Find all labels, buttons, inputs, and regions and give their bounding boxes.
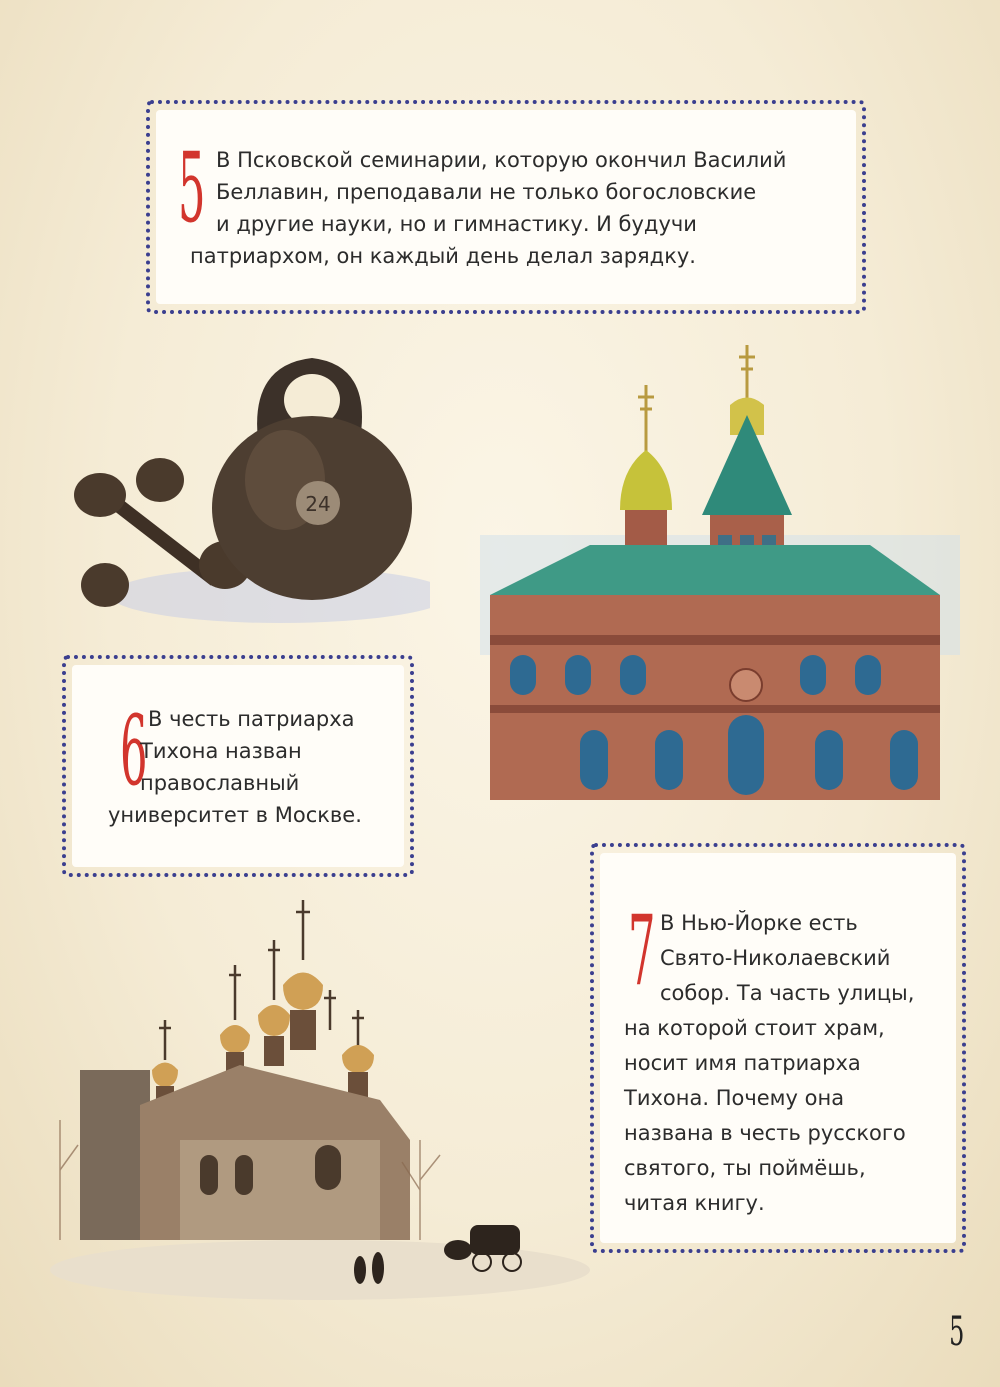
fact-7-line-2: Свято-Николаевский <box>660 946 891 970</box>
fact-5-line-4: патриархом, он каждый день делал зарядку. <box>190 244 696 268</box>
church-image <box>470 335 970 810</box>
fact-7-line-1: В Нью-Йорке есть <box>660 911 858 935</box>
fact-6-line-3: православный <box>140 771 300 795</box>
fact-6-text <box>108 703 424 831</box>
fact-7-line-7: названа в честь русского <box>624 1121 906 1145</box>
fact-7-box <box>590 843 966 1253</box>
kettlebell-dumbbell-image <box>50 340 430 630</box>
fact-5-numeral: 5 <box>178 132 206 244</box>
fact-6-line-4: университет в Москве. <box>108 803 362 827</box>
kettlebell-marking: 24 <box>305 492 331 516</box>
fact-7-numeral: 7 <box>628 895 656 1007</box>
kettlebell-illustration <box>50 340 430 630</box>
fact-5-inner <box>156 110 856 304</box>
page-number: 5 <box>948 1309 964 1355</box>
fact-6-box <box>62 655 414 877</box>
fact-7-line-9: читая книгу. <box>624 1191 765 1215</box>
fact-7-line-4: на которой стоит храм, <box>624 1016 885 1040</box>
fact-5-line-2: Беллавин, преподавали не только богословские <box>216 180 757 204</box>
fact-7-line-6: Тихона. Почему она <box>624 1086 845 1110</box>
fact-6-inner <box>72 665 404 867</box>
fact-5-line-1: В Псковской семинарии, которую окончил Василий <box>216 148 787 172</box>
cathedral-image <box>40 890 600 1310</box>
fact-6-numeral: 6 <box>120 695 148 807</box>
fact-7-text <box>624 906 960 1221</box>
fact-7-inner <box>600 853 956 1243</box>
fact-6-line-1: В честь патриарха <box>148 707 355 731</box>
fact-7-line-8: святого, ты поймёшь, <box>624 1156 866 1180</box>
cathedral-illustration <box>40 890 600 1310</box>
fact-5-box <box>146 100 866 314</box>
fact-7-line-3: собор. Та часть улицы, <box>660 981 915 1005</box>
fact-6-line-2: Тихона назван <box>140 739 302 763</box>
fact-5-text <box>190 144 856 272</box>
fact-7-line-5: носит имя патриарха <box>624 1051 861 1075</box>
fact-5-line-3: и другие науки, но и гимнастику. И будучи <box>216 212 697 236</box>
church-illustration <box>470 335 970 810</box>
